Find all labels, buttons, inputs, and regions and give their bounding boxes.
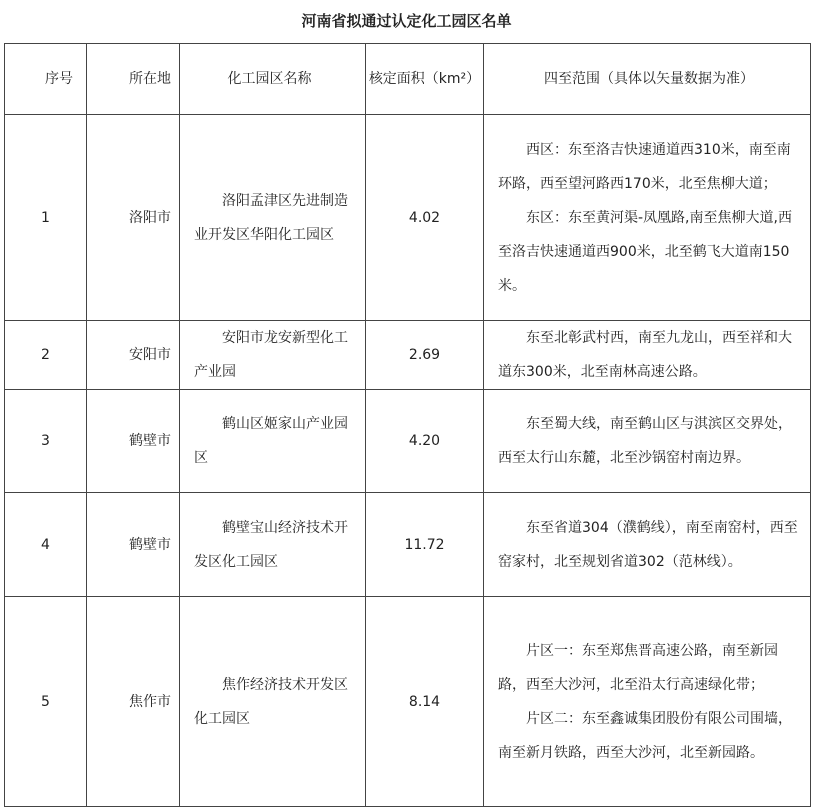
table-header-row <box>5 44 811 115</box>
row-park-name: 洛阳孟津区先进制造业开发区华阳化工园区 <box>180 115 366 321</box>
row-area: 8.14 <box>366 597 484 807</box>
row-area: 2.69 <box>366 321 484 390</box>
header-area: 核定面积（km²） <box>366 44 484 115</box>
row-seq: 2 <box>5 321 87 390</box>
header-name: 化工园区名称 <box>180 44 366 115</box>
row-range <box>484 390 811 493</box>
table-row <box>5 390 811 493</box>
header-seq: 序号 <box>5 44 87 115</box>
chemical-park-table <box>4 43 811 807</box>
row-city: 洛阳市 <box>87 115 180 321</box>
header-range: 四至范围（具体以矢量数据为准） <box>484 44 811 115</box>
row-area: 4.20 <box>366 390 484 493</box>
row-park-name: 鹤壁宝山经济技术开发区化工园区 <box>180 493 366 597</box>
row-seq: 4 <box>5 493 87 597</box>
row-city: 安阳市 <box>87 321 180 390</box>
table-row <box>5 321 811 390</box>
range-paragraph: 片区二：东至鑫诚集团股份有限公司围墙，南至新月铁路，西至大沙河，北至新园路。 <box>498 710 792 761</box>
row-park-name: 安阳市龙安新型化工产业园 <box>180 321 366 390</box>
row-range <box>484 115 811 321</box>
row-city: 焦作市 <box>87 597 180 807</box>
range-paragraph: 西区：东至洛吉快速通道西310米，南至南环路，西至望河路西170米，北至焦柳大道； <box>498 141 791 192</box>
table-row <box>5 115 811 321</box>
row-seq: 1 <box>5 115 87 321</box>
header-city: 所在地 <box>87 44 180 115</box>
table-row <box>5 493 811 597</box>
row-park-name: 焦作经济技术开发区化工园区 <box>180 597 366 807</box>
row-range <box>484 597 811 807</box>
range-paragraph: 片区一：东至郑焦晋高速公路，南至新园路，西至大沙河，北至沿太行高速绿化带； <box>498 642 778 693</box>
row-seq: 3 <box>5 390 87 493</box>
row-area: 11.72 <box>366 493 484 597</box>
row-city: 鹤壁市 <box>87 493 180 597</box>
row-seq: 5 <box>5 597 87 807</box>
range-paragraph: 东至省道304（濮鹤线），南至南窑村，西至窑家村，北至规划省道302（范林线）。 <box>498 519 798 570</box>
range-paragraph: 东至北彰武村西，南至九龙山，西至祥和大道东300米，北至南林高速公路。 <box>498 330 792 380</box>
table-row <box>5 597 811 807</box>
range-paragraph: 东至蜀大线，南至鹤山区与淇滨区交界处，西至太行山东麓，北至沙锅窑村南边界。 <box>498 416 792 466</box>
range-paragraph: 东区：东至黄河渠-凤凰路,南至焦柳大道,西至洛吉快速通道西900米，北至鹤飞大道南150米。 <box>498 209 792 294</box>
row-range <box>484 493 811 597</box>
row-area: 4.02 <box>366 115 484 321</box>
row-city: 鹤壁市 <box>87 390 180 493</box>
page-title: 河南省拟通过认定化工园区名单 <box>301 12 512 30</box>
row-range <box>484 321 811 390</box>
row-park-name: 鹤山区姬家山产业园区 <box>180 390 366 493</box>
